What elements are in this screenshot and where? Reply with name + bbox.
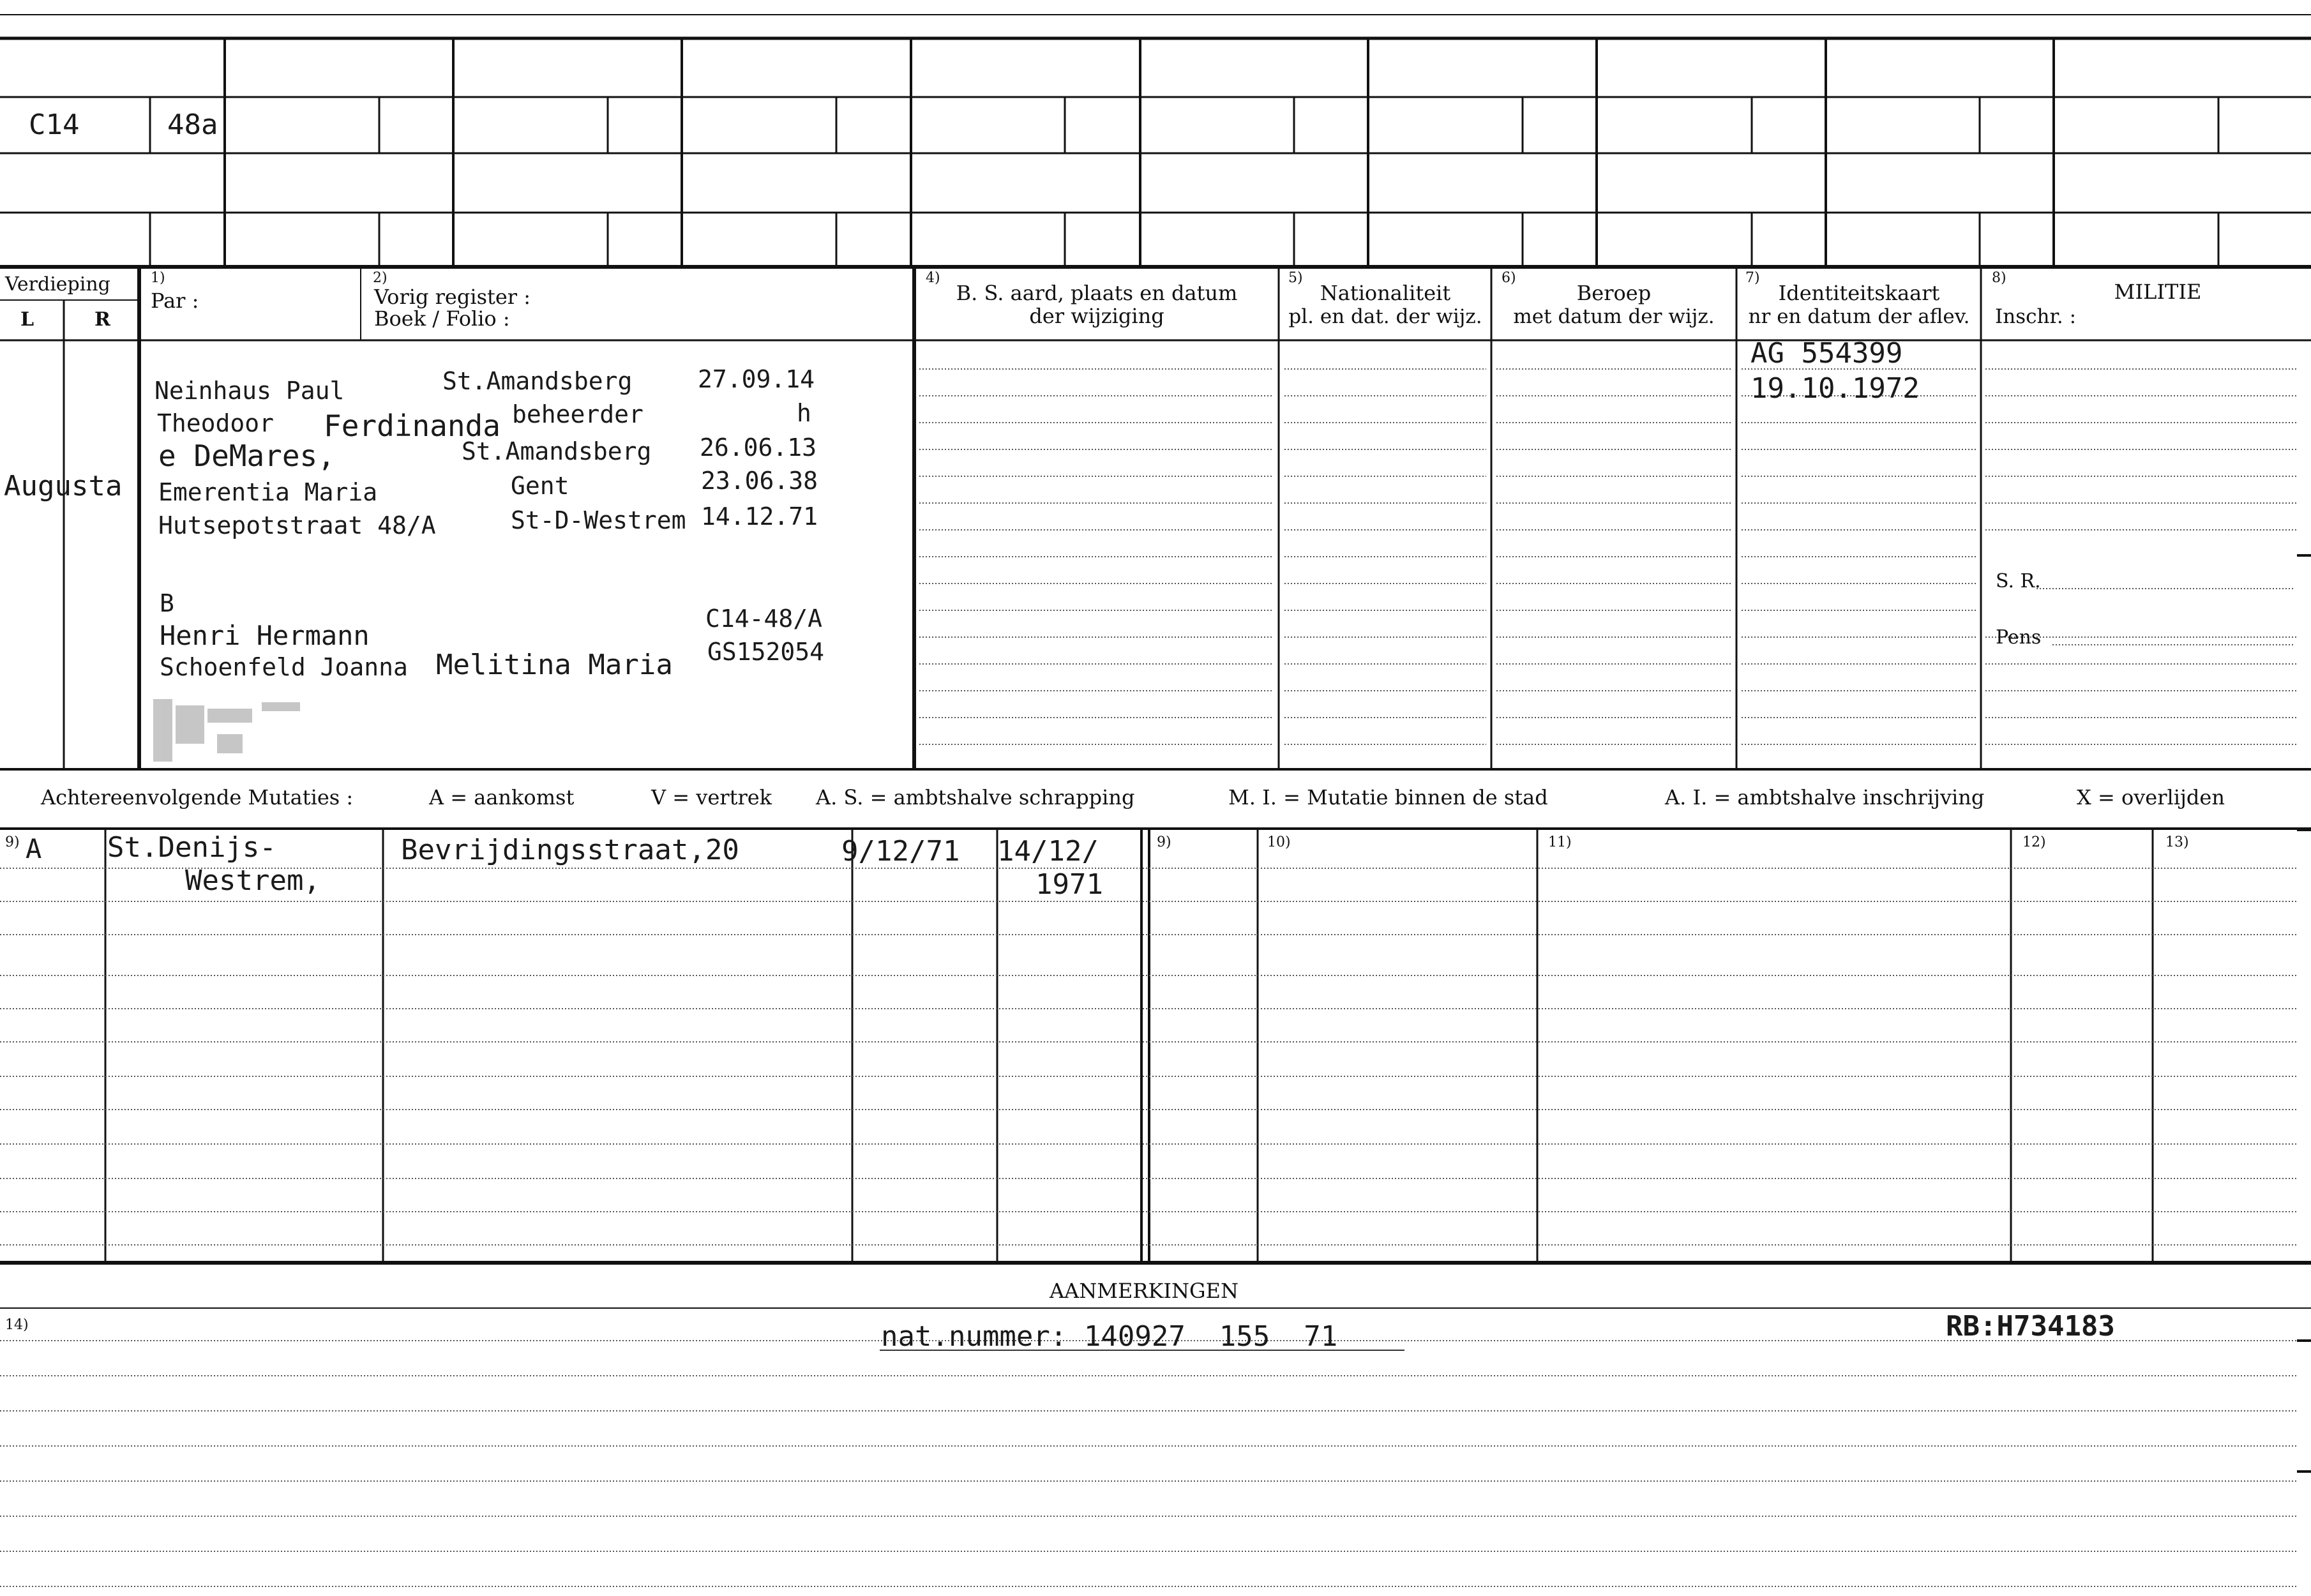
b-name2b: Melitina Maria [436, 649, 673, 681]
vorig-num: 2) [373, 270, 388, 286]
beroep-num: 6) [1502, 270, 1516, 286]
mutation-type: A [26, 833, 42, 864]
register-code: C14 [29, 109, 80, 141]
beroep-label-1: Beroep [1576, 281, 1652, 305]
line1-date: 27.09.14 [698, 365, 815, 393]
mutation-place-2: Westrem, [185, 864, 320, 897]
mut-col11-num: 11) [1548, 834, 1572, 850]
bs-label-1: B. S. aard, plaats en datum [956, 281, 1238, 305]
mutation-date-2a: 14/12/ [997, 835, 1099, 868]
mutation-date-2b: 1971 [1035, 868, 1103, 901]
verdieping-label: Verdieping [5, 273, 110, 296]
bs-label-2: der wijziging [1029, 304, 1164, 328]
national-number: nat.nummer: 140927 155 71 [881, 1320, 1338, 1353]
remarks-num: 14) [5, 1317, 29, 1333]
mutation-date-1: 9/12/71 [841, 835, 960, 868]
legend-as: A. S. = ambtshalve schrapping [816, 785, 1135, 809]
nat-label-1: Nationaliteit [1320, 281, 1451, 305]
b-name: Henri Hermann [160, 620, 370, 651]
line2-job: beheerder [512, 400, 644, 428]
mutation-place-1: St.Denijs- [107, 831, 276, 864]
inschr-label: Inschr. : [1995, 305, 2077, 328]
mut-col12-num: 12) [2022, 834, 2046, 850]
b-label: B [160, 589, 174, 617]
line3-name: e DeMares, [158, 439, 335, 473]
mutation-street: Bevrijdingsstraat,20 [401, 834, 739, 866]
legend-mi: M. I. = Mutatie binnen de stad [1228, 785, 1548, 809]
floor-right-label: R [94, 308, 110, 331]
line5-address: Hutsepotstraat 48/A [158, 511, 436, 539]
ink-smudge [153, 699, 300, 762]
b-name2: Schoenfeld Joanna [160, 653, 408, 681]
sr-label: S. R. [1996, 570, 2041, 592]
side-name: Augusta [4, 470, 123, 502]
line5-place: St-D-Westrem [511, 506, 686, 534]
rb-number: RB:H734183 [1946, 1310, 2115, 1343]
mut-col9-num: 9) [5, 834, 20, 850]
legend-title: Achtereenvolgende Mutaties : [41, 785, 354, 809]
legend-a: A = aankomst [429, 785, 575, 809]
pens-label: Pens [1996, 626, 2042, 649]
bs-num: 4) [926, 270, 940, 286]
par-num: 1) [151, 270, 165, 286]
legend-v: V = vertrek [651, 785, 772, 809]
line3-date: 26.06.13 [700, 433, 817, 462]
militie-label: MILITIE [2114, 280, 2202, 304]
mil-num: 8) [1992, 270, 2006, 286]
par-label: Par : [151, 289, 199, 313]
beroep-label-2: met datum der wijz. [1513, 305, 1715, 328]
mut-col13-num: 13) [2165, 834, 2189, 850]
mut-col10-num: 10) [1267, 834, 1291, 850]
code-grid [0, 15, 2311, 267]
vorig-register-label: Vorig register : [374, 285, 531, 309]
nat-label-2: pl. en dat. der wijz. [1288, 305, 1482, 328]
id-card-date: 19.10.1972 [1750, 372, 1920, 405]
line4-date: 23.06.38 [701, 467, 818, 495]
id-num: 7) [1745, 270, 1760, 286]
line2-name: Theodoor [157, 409, 275, 437]
line5-date: 14.12.71 [701, 502, 818, 531]
remarks-title: AANMERKINGEN [1050, 1279, 1238, 1303]
info-dotted-lines [919, 369, 2298, 744]
line1-place: St.Amandsberg [442, 367, 633, 395]
mut-col9b-num: 9) [1157, 834, 1171, 850]
line2-extra: Ferdinanda [324, 409, 501, 443]
nat-num: 5) [1288, 270, 1303, 286]
mutation-table-lines [0, 829, 2311, 1263]
line4-place: Gent [511, 472, 569, 500]
id-card-number: AG 554399 [1750, 337, 1903, 370]
remarks-dotted-lines [0, 1341, 2298, 1586]
legend-x: X = overlijden [2077, 785, 2225, 809]
house-number: 48a [167, 109, 218, 141]
line1-name: Neinhaus Paul [154, 377, 345, 405]
b-reference2: GS152054 [707, 638, 825, 666]
floor-left-label: L [20, 308, 34, 331]
line3-place: St.Amandsberg [462, 437, 652, 465]
line4-name: Emerentia Maria [158, 478, 378, 506]
boek-folio-label: Boek / Folio : [374, 306, 510, 331]
b-reference: C14-48/A [705, 605, 823, 633]
line2-mark: h [797, 399, 811, 427]
id-label-2: nr en datum der aflev. [1748, 305, 1970, 328]
edge-ticks [2297, 555, 2311, 1472]
id-label-1: Identiteitskaart [1778, 281, 1940, 305]
legend-ai: A. I. = ambtshalve inschrijving [1665, 785, 1985, 809]
